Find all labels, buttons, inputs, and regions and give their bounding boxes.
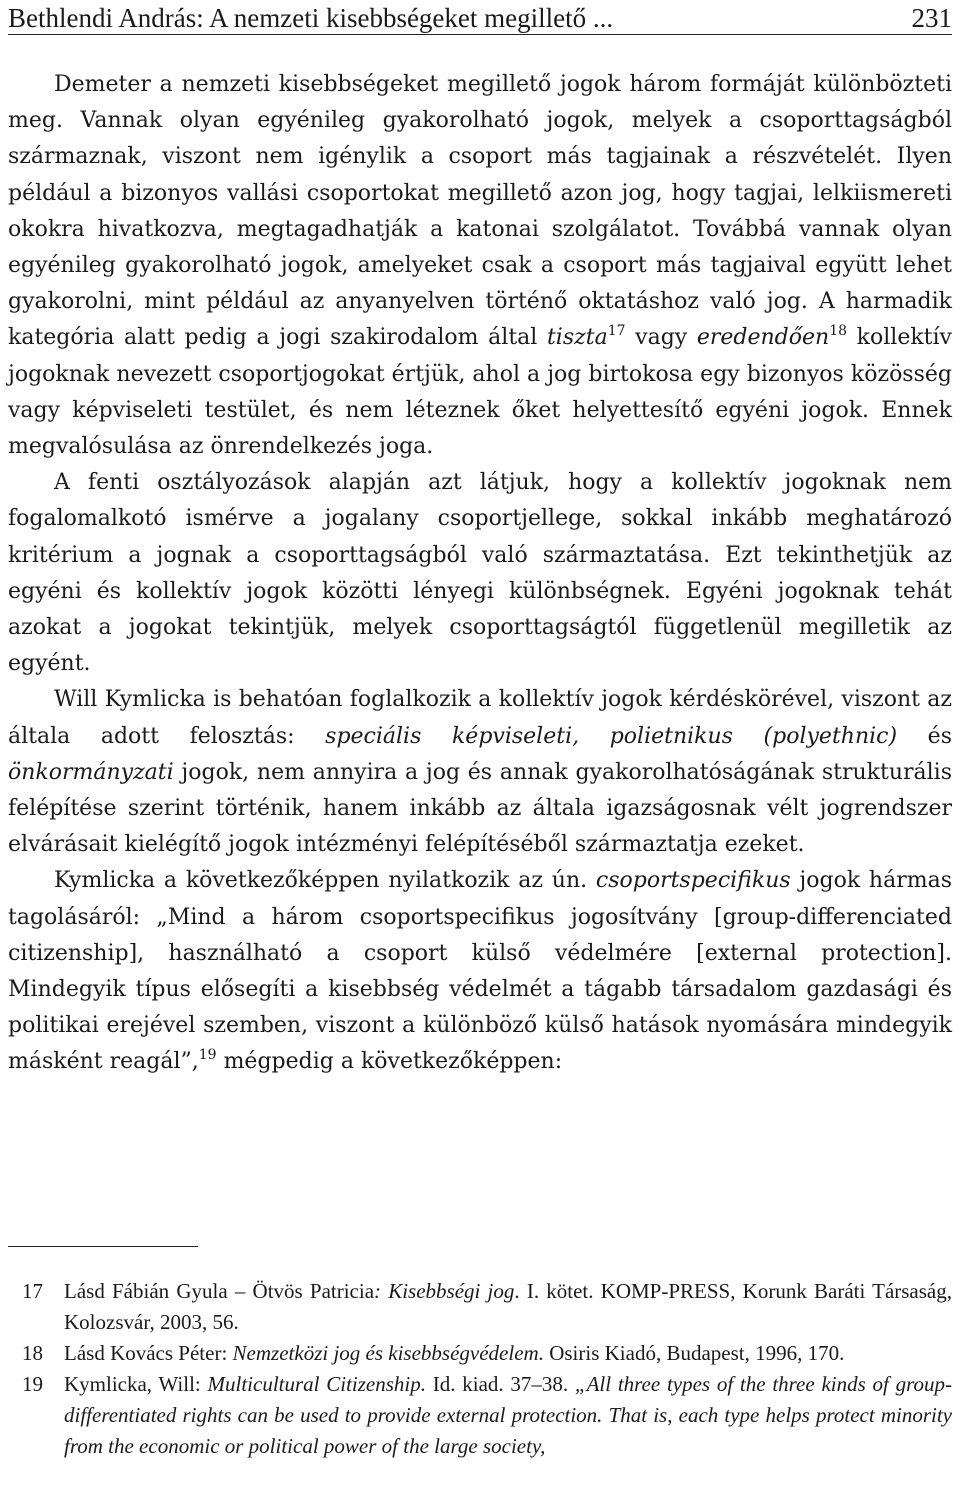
footnote-text: Lásd Kovács Péter: [64,1341,233,1365]
footnote-quote: „All three types of the three kinds of group-differentiated rights can be used to provide external protection. That is, each type helps protect minority from the economic or political power of the large society, [64,1372,952,1458]
footnote-18 [8,1338,952,1369]
paragraph-1-text-b: vagy [625,325,697,351]
footnote-text: Id. kiad. 37–38. [426,1372,575,1396]
footnote-title: Multicultural Citizenship. [207,1372,427,1396]
main-text [8,67,952,1081]
footnote-divider [8,1246,198,1247]
paragraph-3-text-c: jogok, nem annyira a jog és annak gyakorolhatóságának strukturális felépítése szerint történik, hanem inkább az általa igazságosnak vélt jogrendszer elvárásait kielégítő jogok intézményi felépítéséből származtatja ezeket. [8,759,952,858]
paragraph-3-text-a: Will Kymlicka is behatóan foglalkozik a kollektív jogok kérdéskörével, viszont az általa adott felosztás: [8,687,952,749]
term-onkormanyzati: önkormányzati [8,759,174,785]
term-csoportspecifikus: csoportspecifikus [595,868,791,894]
paragraph-3 [8,682,952,863]
paragraph-3-text-b: és [897,723,952,749]
footnote-number: 17 [22,1279,43,1303]
footnote-ref-18[interactable]: 18 [829,323,848,340]
paragraph-4-text-c: mégpedig a következőképpen: [216,1049,563,1075]
paragraph-4 [8,863,952,1080]
paragraph-1-text-a: Demeter a nemzeti kisebbségeket megillető jogok három formáját különbözteti meg. Vannak olyan egyénileg gyakorolható jogok, melyek a csoporttagságból származnak, viszont nem igénylik a csoport más tagjainak a részvételét. Ilyen például a bizonyos vallási csoportokat megillető azon jog, hogy tagjai, lelkiismereti okokra hivatkozva, megtagadhatják a katonai szolgálatot. Továbbá vannak olyan egyénileg gyakorolható jogok, amelyeket csak a csoport más tagjaival együtt lehet gyakorolni, mint például az anyanyelven történő oktatáshoz való jog. A harmadik kategória alatt pedig a jogi szakirodalom által [8,72,952,351]
footnote-text: Lásd Fábián Gyula – Ötvös Patricia [64,1279,375,1303]
paragraph-1 [8,67,952,465]
footnote-text: Osiris Kiadó, Budapest, 1996, 170. [543,1341,845,1365]
footnotes [8,1276,952,1462]
footnote-ref-17[interactable]: 17 [607,323,626,340]
paragraph-4-text-b: jogok hármas tagolásáról: „Mind a három csoportspecifikus jogosítvány [group-differenciated citizenship], használható a csoport külső védelmére [external protection]. Mindegyik típus elősegíti a kisebbség védelmét a tágabb társadalom gazdasági és politikai erejével szemben, viszont a különböző külső hatások nyomására mindegyik másként reagál”, [8,868,952,1075]
running-header [8,4,952,35]
term-rights-categories: speciális képviseleti, polietnikus (polyethnic) [325,723,898,749]
paragraph-1-text-c: kollektív jogoknak nevezett csoportjogokat értjük, ahol a jog birtokosa egy bizonyos közösség vagy képviseleti testület, és nem léteznek őket helyettesítő egyéni jogok. Ennek megvalósulása az önrendelkezés joga. [8,325,952,460]
paragraph-4-text-a: Kymlicka a következőképpen nyilatkozik az ún. [54,868,596,894]
footnote-ref-19[interactable]: 19 [198,1047,217,1064]
page-number: 231 [911,3,952,33]
footnote-number: 19 [22,1372,43,1396]
footnote-text: . I. kötet. KOMP-PRESS, Korunk Baráti Társaság, Kolozsvár, 2003, 56. [64,1279,952,1334]
footnote-19 [8,1369,952,1462]
term-tiszta: tiszta [546,325,608,351]
footnote-title: : Kisebbségi jog [374,1279,515,1303]
running-title: Bethlendi András: A nemzeti kisebbségeket megillető ... [8,3,614,33]
footnote-number: 18 [22,1341,43,1365]
footnote-text: Kymlicka, Will: [64,1372,208,1396]
term-eredendoen: eredendően [696,325,830,351]
footnote-title: Nemzetközi jog és kisebbségvédelem. [232,1341,544,1365]
paragraph-2: A fenti osztályozások alapján azt látjuk, hogy a kollektív jogoknak nem fogalomalkotó ismérve a jogalany csoportjellege, sokkal inkább meghatározó kritérium a jognak a csoporttagságból való származtatása. Ezt tekinthetjük az egyéni és kollektív jogok közötti lényegi különbségnek. Egyéni jogoknak tehát azokat a jogokat tekintjük, melyek csoporttagságtól függetlenül megilletik az egyént. [8,470,952,677]
footnote-17 [8,1276,952,1338]
